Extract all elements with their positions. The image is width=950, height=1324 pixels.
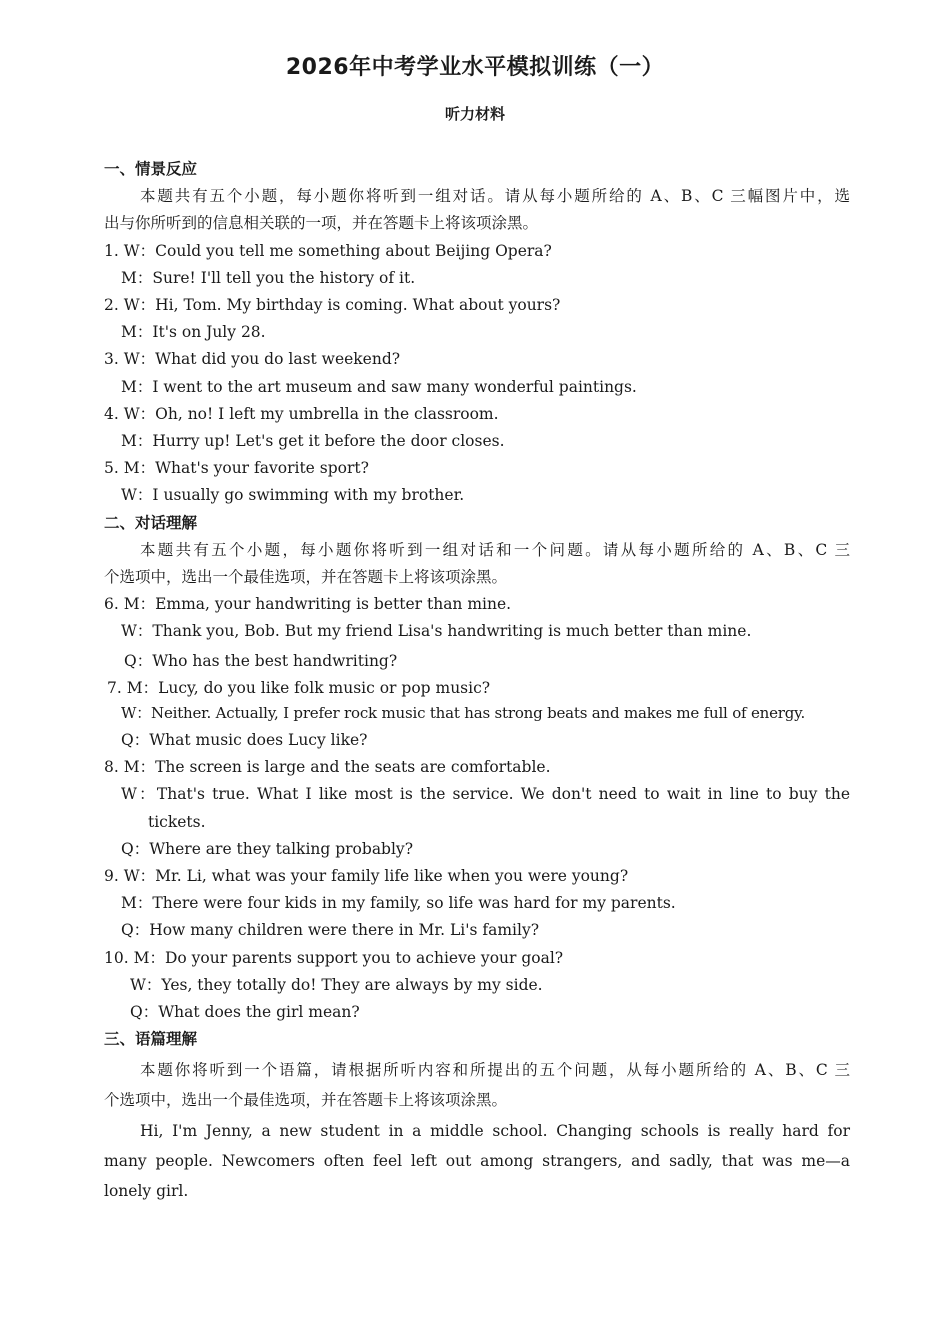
page-subtitle: 听力材料 [444,105,505,123]
question-line: Q：What music does Lucy like? [121,731,368,749]
dialogue-line: M：Hurry up! Let's get it before the door closes. [121,432,505,450]
section2-heading: 二、对话理解 [104,514,198,532]
dialogue-line: W：Thank you, Bob. But my friend Lisa's handwriting is much better than mine. [121,622,752,640]
dialogue-line: 6. M：Emma, your handwriting is better than mine. [104,595,512,613]
dialogue-line: W：I usually go swimming with my brother. [121,486,465,504]
page-title: 2026年中考学业水平模拟训练（一） [285,55,665,80]
dialogue-line: 5. M：What's your favorite sport? [104,459,369,477]
dialogue-line: 3. W：What did you do last weekend? [104,350,401,368]
dialogue-line: 7. M：Lucy, do you like folk music or pop music? [107,679,491,697]
dialogue-line: M：It's on July 28. [121,323,266,341]
dialogue-line: W：Neither. Actually, I prefer rock music that has strong beats and makes me full of energy. [121,704,806,722]
dialogue-line: 8. M：The screen is large and the seats are comfortable. [104,758,551,776]
section2-instructions-line1: 本题共有五个小题，每小题你将听到一组对话和一个问题。请从每小题所给的 A、B、C 三 [140,541,850,559]
section1-heading: 一、情景反应 [104,160,198,178]
dialogue-line: 1. W：Could you tell me something about Beijing Opera? [104,242,552,260]
dialogue-line: W：That's true. What I like most is the service. We don't need to wait in line to buy the [121,785,850,803]
section1-instructions-line2: 出与你所听到的信息相关联的一项，并在答题卡上将该项涂黑。 [104,214,539,232]
dialogue-line-continued: tickets. [148,813,206,831]
dialogue-line: 10. M：Do your parents support you to achieve your goal? [104,949,564,967]
passage-line: many people. Newcomers often feel left out among strangers, and sadly, that was me—a [104,1152,850,1170]
section3-instructions-line1: 本题你将听到一个语篇，请根据所听内容和所提出的五个问题，从每小题所给的 A、B、C 三 [140,1061,850,1079]
question-line: Q：Who has the best handwriting? [124,652,398,670]
question-line: Q：Where are they talking probably? [121,840,414,858]
dialogue-line: 9. W：Mr. Li, what was your family life like when you were young? [104,867,629,885]
dialogue-line: M：I went to the art museum and saw many wonderful paintings. [121,378,637,396]
passage-line: Hi, I'm Jenny, a new student in a middle school. Changing schools is really hard for [140,1122,850,1140]
passage-line: lonely girl. [104,1182,189,1200]
dialogue-line: 2. W：Hi, Tom. My birthday is coming. What about yours? [104,296,561,314]
section2-instructions-line2: 个选项中，选出一个最佳选项，并在答题卡上将该项涂黑。 [104,568,508,586]
dialogue-line: W：Yes, they totally do! They are always by my side. [130,976,543,994]
dialogue-line: M：Sure! I'll tell you the history of it. [121,269,416,287]
section3-heading: 三、语篇理解 [104,1030,198,1048]
dialogue-line: M：There were four kids in my family, so life was hard for my parents. [121,894,676,912]
dialogue-line: 4. W：Oh, no! I left my umbrella in the classroom. [104,405,499,423]
section3-instructions-line2: 个选项中，选出一个最佳选项，并在答题卡上将该项涂黑。 [104,1091,508,1109]
question-line: Q：What does the girl mean? [130,1003,360,1021]
section1-instructions-line1: 本题共有五个小题，每小题你将听到一组对话。请从每小题所给的 A、B、C 三幅图片中，选 [140,187,850,205]
question-line: Q：How many children were there in Mr. Li's family? [121,921,540,939]
